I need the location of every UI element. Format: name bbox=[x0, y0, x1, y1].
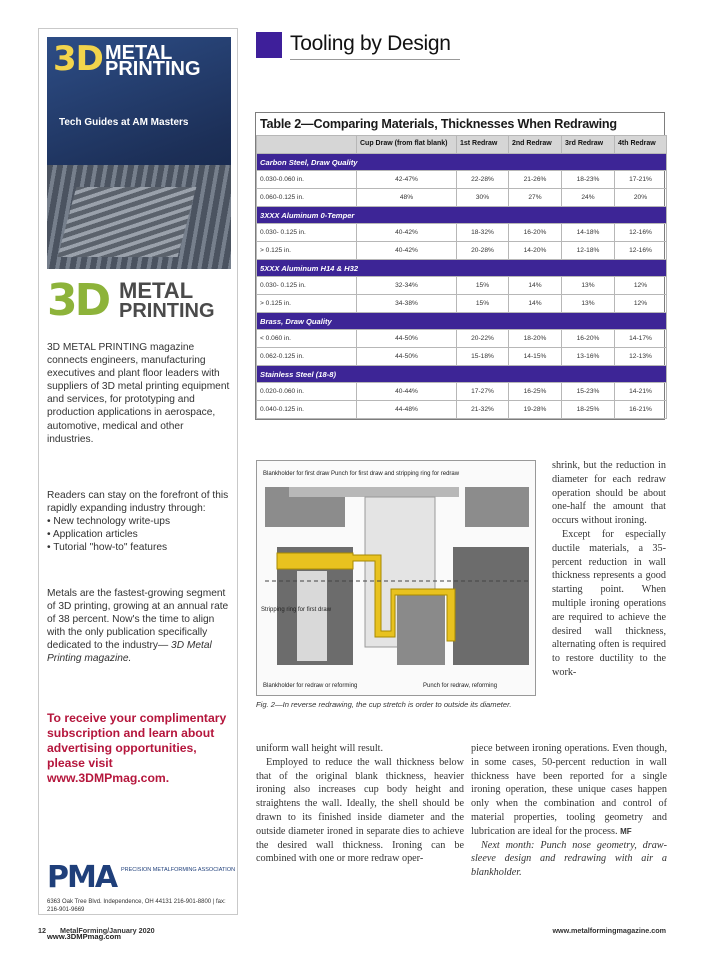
body-column-right-top bbox=[552, 459, 666, 680]
end-mark: MF bbox=[620, 826, 632, 836]
column-header: Cup Draw (from flat blank) bbox=[357, 136, 457, 154]
percent-cell: 16-25% bbox=[509, 383, 562, 401]
percent-cell: 27% bbox=[509, 189, 562, 207]
figure-caption: Fig. 2—In reverse redrawing, the cup stretch is order to outside its diameter. bbox=[256, 700, 512, 709]
upper-right-die bbox=[465, 487, 529, 527]
footer-website: www.metalformingmagazine.com bbox=[552, 926, 666, 935]
label-bottom-right: Punch for redraw, reforming bbox=[423, 683, 498, 689]
ad-bullet: • Application articles bbox=[47, 529, 138, 541]
percent-cell: 14-21% bbox=[615, 383, 667, 401]
redrawing-diagram bbox=[257, 461, 537, 697]
ad-bullet-text: Tutorial "how-to" features bbox=[53, 542, 168, 554]
section-label: Carbon Steel, Draw Quality bbox=[257, 154, 667, 171]
percent-cell: 30% bbox=[457, 189, 509, 207]
ad-bullet-text: New technology write-ups bbox=[53, 516, 171, 528]
percent-cell: 15-23% bbox=[562, 383, 615, 401]
logo-printing: PRINTING bbox=[119, 300, 215, 322]
percent-cell: 13% bbox=[562, 277, 615, 295]
redraw-punch bbox=[397, 589, 445, 665]
label-left: Stripping ring for first draw bbox=[261, 607, 332, 613]
stripping-ring bbox=[297, 571, 327, 661]
cover-logo-metal: METAL bbox=[105, 42, 173, 64]
section-label: 5XXX Aluminum H14 & H32 bbox=[257, 260, 667, 277]
page-number: 12 bbox=[38, 926, 46, 935]
pma-logo: PMA bbox=[47, 860, 117, 895]
label-bottom-left: Blankholder for redraw or reforming bbox=[263, 683, 358, 689]
comparison-table bbox=[255, 112, 665, 420]
percent-cell: 12-16% bbox=[615, 224, 667, 242]
thickness-cell: 0.040-0.125 in. bbox=[257, 401, 357, 419]
percent-cell: 13-16% bbox=[562, 348, 615, 366]
table-section-row bbox=[257, 260, 667, 277]
pma-address: 6363 Oak Tree Blvd. Independence, OH 44131 216-901-8800 | fax: 216-901-9669 bbox=[47, 899, 226, 913]
thickness-cell: > 0.125 in. bbox=[257, 242, 357, 260]
subscription-cta[interactable]: To receive your complimentary subscription and learn about advertising opportunities, please visit www.3DMPmag.com. bbox=[47, 711, 227, 785]
percent-cell: 16-21% bbox=[615, 401, 667, 419]
percent-cell: 21-32% bbox=[457, 401, 509, 419]
percent-cell: 40-42% bbox=[357, 242, 457, 260]
table-title: Table 2—Comparing Materials, Thicknesses When Redrawing bbox=[260, 117, 617, 131]
thickness-cell: 0.030- 0.125 in. bbox=[257, 224, 357, 242]
table-row bbox=[257, 224, 667, 242]
thickness-cell: 0.030- 0.125 in. bbox=[257, 277, 357, 295]
table-row bbox=[257, 277, 667, 295]
body-column-right-bottom bbox=[471, 742, 667, 880]
logo-metal: METAL bbox=[119, 278, 194, 303]
percent-cell: 15% bbox=[457, 295, 509, 313]
logo-3d: 3D bbox=[47, 275, 109, 326]
table-section-row bbox=[257, 207, 667, 224]
percent-cell: 15% bbox=[457, 277, 509, 295]
table-body bbox=[257, 154, 667, 419]
percent-cell: 24% bbox=[562, 189, 615, 207]
body-column-left bbox=[256, 742, 464, 866]
percent-cell: 40-42% bbox=[357, 224, 457, 242]
percent-cell: 14-17% bbox=[615, 330, 667, 348]
column-header: 3rd Redraw bbox=[562, 136, 615, 154]
percent-cell: 17-21% bbox=[615, 171, 667, 189]
cover-logo-words bbox=[105, 42, 201, 80]
redrawing-figure bbox=[256, 460, 536, 696]
table-row bbox=[257, 295, 667, 313]
magazine-cover-image bbox=[47, 37, 231, 269]
ad-bullet-text: Application articles bbox=[52, 529, 138, 541]
percent-cell: 16-20% bbox=[562, 330, 615, 348]
ad-bullet: • Tutorial "how-to" features bbox=[47, 542, 168, 554]
page-title: Tooling by Design bbox=[290, 32, 451, 55]
column-header: 4th Redraw bbox=[615, 136, 667, 154]
column-header: 1st Redraw bbox=[457, 136, 509, 154]
lower-right-die bbox=[453, 547, 529, 665]
percent-cell: 40-44% bbox=[357, 383, 457, 401]
percent-cell: 18-23% bbox=[562, 171, 615, 189]
body-paragraph: Employed to reduce the wall thickness below that of the original blank thickness, heavier ironing also increases cup body height and straightens the wall. Ideally, the shell should be drawn to its finished inside diameter and the outside diameter ironed in separate dies to achieve the desired wall thickness. Ironing can be combined with one or more redraw oper- bbox=[256, 756, 464, 865]
pma-website-link[interactable]: www.3DMPmag.com bbox=[47, 932, 121, 941]
issue-name: MetalForming/January 2020 bbox=[60, 926, 155, 935]
percent-cell: 18-32% bbox=[457, 224, 509, 242]
body-paragraph: Except for especially ductile materials, a 35-percent reduction in wall thickness represents a good starting point. When multiple ironing operations are required to achieve the desired wall thickness, alternating often is required to restore ductility to the work- bbox=[552, 528, 666, 678]
percent-cell: 42-47% bbox=[357, 171, 457, 189]
percent-cell: 17-27% bbox=[457, 383, 509, 401]
percent-cell: 44-48% bbox=[357, 401, 457, 419]
percent-cell: 12-16% bbox=[615, 242, 667, 260]
section-marker-square bbox=[256, 32, 282, 58]
percent-cell: 16-20% bbox=[509, 224, 562, 242]
thickness-cell: 0.020-0.060 in. bbox=[257, 383, 357, 401]
section-label: Stainless Steel (18-8) bbox=[257, 366, 667, 383]
percent-cell: 48% bbox=[357, 189, 457, 207]
thickness-cell: > 0.125 in. bbox=[257, 295, 357, 313]
percent-cell: 21-26% bbox=[509, 171, 562, 189]
table-row bbox=[257, 348, 667, 366]
percent-cell: 34-38% bbox=[357, 295, 457, 313]
ad-paragraph-2 bbox=[47, 489, 231, 554]
percent-cell: 18-25% bbox=[562, 401, 615, 419]
thickness-cell: < 0.060 in. bbox=[257, 330, 357, 348]
next-month-note: Next month: Punch nose geometry, draw-sleeve design and redrawing with air a blankholder. bbox=[471, 839, 667, 879]
section-label: 3XXX Aluminum 0-Temper bbox=[257, 207, 667, 224]
body-paragraph bbox=[471, 742, 667, 839]
pma-tagline: PRECISION METALFORMING ASSOCIATION bbox=[121, 867, 236, 873]
table-grid bbox=[256, 135, 667, 419]
percent-cell: 19-28% bbox=[509, 401, 562, 419]
percent-cell: 15-18% bbox=[457, 348, 509, 366]
table-section-row bbox=[257, 154, 667, 171]
table-row bbox=[257, 171, 667, 189]
table-row bbox=[257, 383, 667, 401]
percent-cell: 12% bbox=[615, 277, 667, 295]
table-row bbox=[257, 242, 667, 260]
percent-cell: 44-50% bbox=[357, 330, 457, 348]
ad-paragraph-1: 3D METAL PRINTING magazine connects engineers, manufacturing executives and plant floor leaders with suppliers of 3D metal printing equipment and services, for prototyping and production applications in aerospace, automotive, medical and other industries. bbox=[47, 342, 230, 445]
percent-cell: 20% bbox=[615, 189, 667, 207]
section-label: Brass, Draw Quality bbox=[257, 313, 667, 330]
percent-cell: 18-20% bbox=[509, 330, 562, 348]
percent-cell: 32-34% bbox=[357, 277, 457, 295]
percent-cell: 14-15% bbox=[509, 348, 562, 366]
3d-metal-printing-logo bbox=[47, 275, 231, 326]
top-plate bbox=[289, 487, 459, 497]
percent-cell: 12-13% bbox=[615, 348, 667, 366]
cover-logo-printing: PRINTING bbox=[105, 58, 201, 80]
body-paragraph: uniform wall height will result. bbox=[256, 743, 384, 754]
table-section-row bbox=[257, 313, 667, 330]
ad-paragraph-3-text: Metals are the fastest-growing segment of 3D printing, growing at an annual rate of 38 percent. Now's the time to align with the only publication specifically dedicated to the industry— bbox=[47, 588, 229, 652]
body-paragraph-text: piece between ironing operations. Even though, in some cases, 50-percent reduction in wall thickness have been reported for a single ironing operation, these unique cases happen only when the combination and control of material properties, tooling geometry and lubrication are ideal for the process. bbox=[471, 743, 667, 837]
percent-cell: 14-20% bbox=[509, 242, 562, 260]
percent-cell: 12% bbox=[615, 295, 667, 313]
thickness-cell: 0.062-0.125 in. bbox=[257, 348, 357, 366]
table-header-row bbox=[257, 136, 667, 154]
table-row bbox=[257, 401, 667, 419]
cover-logo-3d: 3D bbox=[53, 39, 103, 79]
title-rule bbox=[290, 59, 460, 60]
percent-cell: 14-18% bbox=[562, 224, 615, 242]
percent-cell: 13% bbox=[562, 295, 615, 313]
table-row bbox=[257, 189, 667, 207]
ad-paragraph-3-italic: 3D Metal Printing magazine. bbox=[47, 640, 212, 665]
percent-cell: 22-28% bbox=[457, 171, 509, 189]
percent-cell: 12-18% bbox=[562, 242, 615, 260]
cover-subtitle: Tech Guides at AM Masters bbox=[59, 117, 189, 128]
column-header: 2nd Redraw bbox=[509, 136, 562, 154]
column-header bbox=[257, 136, 357, 154]
cover-photo-part bbox=[58, 187, 197, 257]
body-paragraph: shrink, but the reduction in diameter for each redraw operation should be about one-half the amount that occurs without ironing. bbox=[552, 460, 666, 527]
ad-paragraph-2-intro: Readers can stay on the forefront of this rapidly expanding industry through: bbox=[47, 490, 229, 515]
percent-cell: 20-28% bbox=[457, 242, 509, 260]
percent-cell: 44-50% bbox=[357, 348, 457, 366]
ad-paragraph-3 bbox=[47, 587, 231, 666]
table-row bbox=[257, 330, 667, 348]
percent-cell: 20-22% bbox=[457, 330, 509, 348]
thickness-cell: 0.030-0.060 in. bbox=[257, 171, 357, 189]
thickness-cell: 0.060-0.125 in. bbox=[257, 189, 357, 207]
percent-cell: 14% bbox=[509, 295, 562, 313]
ad-bullet: • New technology write-ups bbox=[47, 516, 171, 528]
table-section-row bbox=[257, 366, 667, 383]
label-top: Blankholder for first draw Punch for first draw and stripping ring for redraw bbox=[263, 471, 460, 477]
footer-left bbox=[38, 926, 167, 935]
percent-cell: 14% bbox=[509, 277, 562, 295]
